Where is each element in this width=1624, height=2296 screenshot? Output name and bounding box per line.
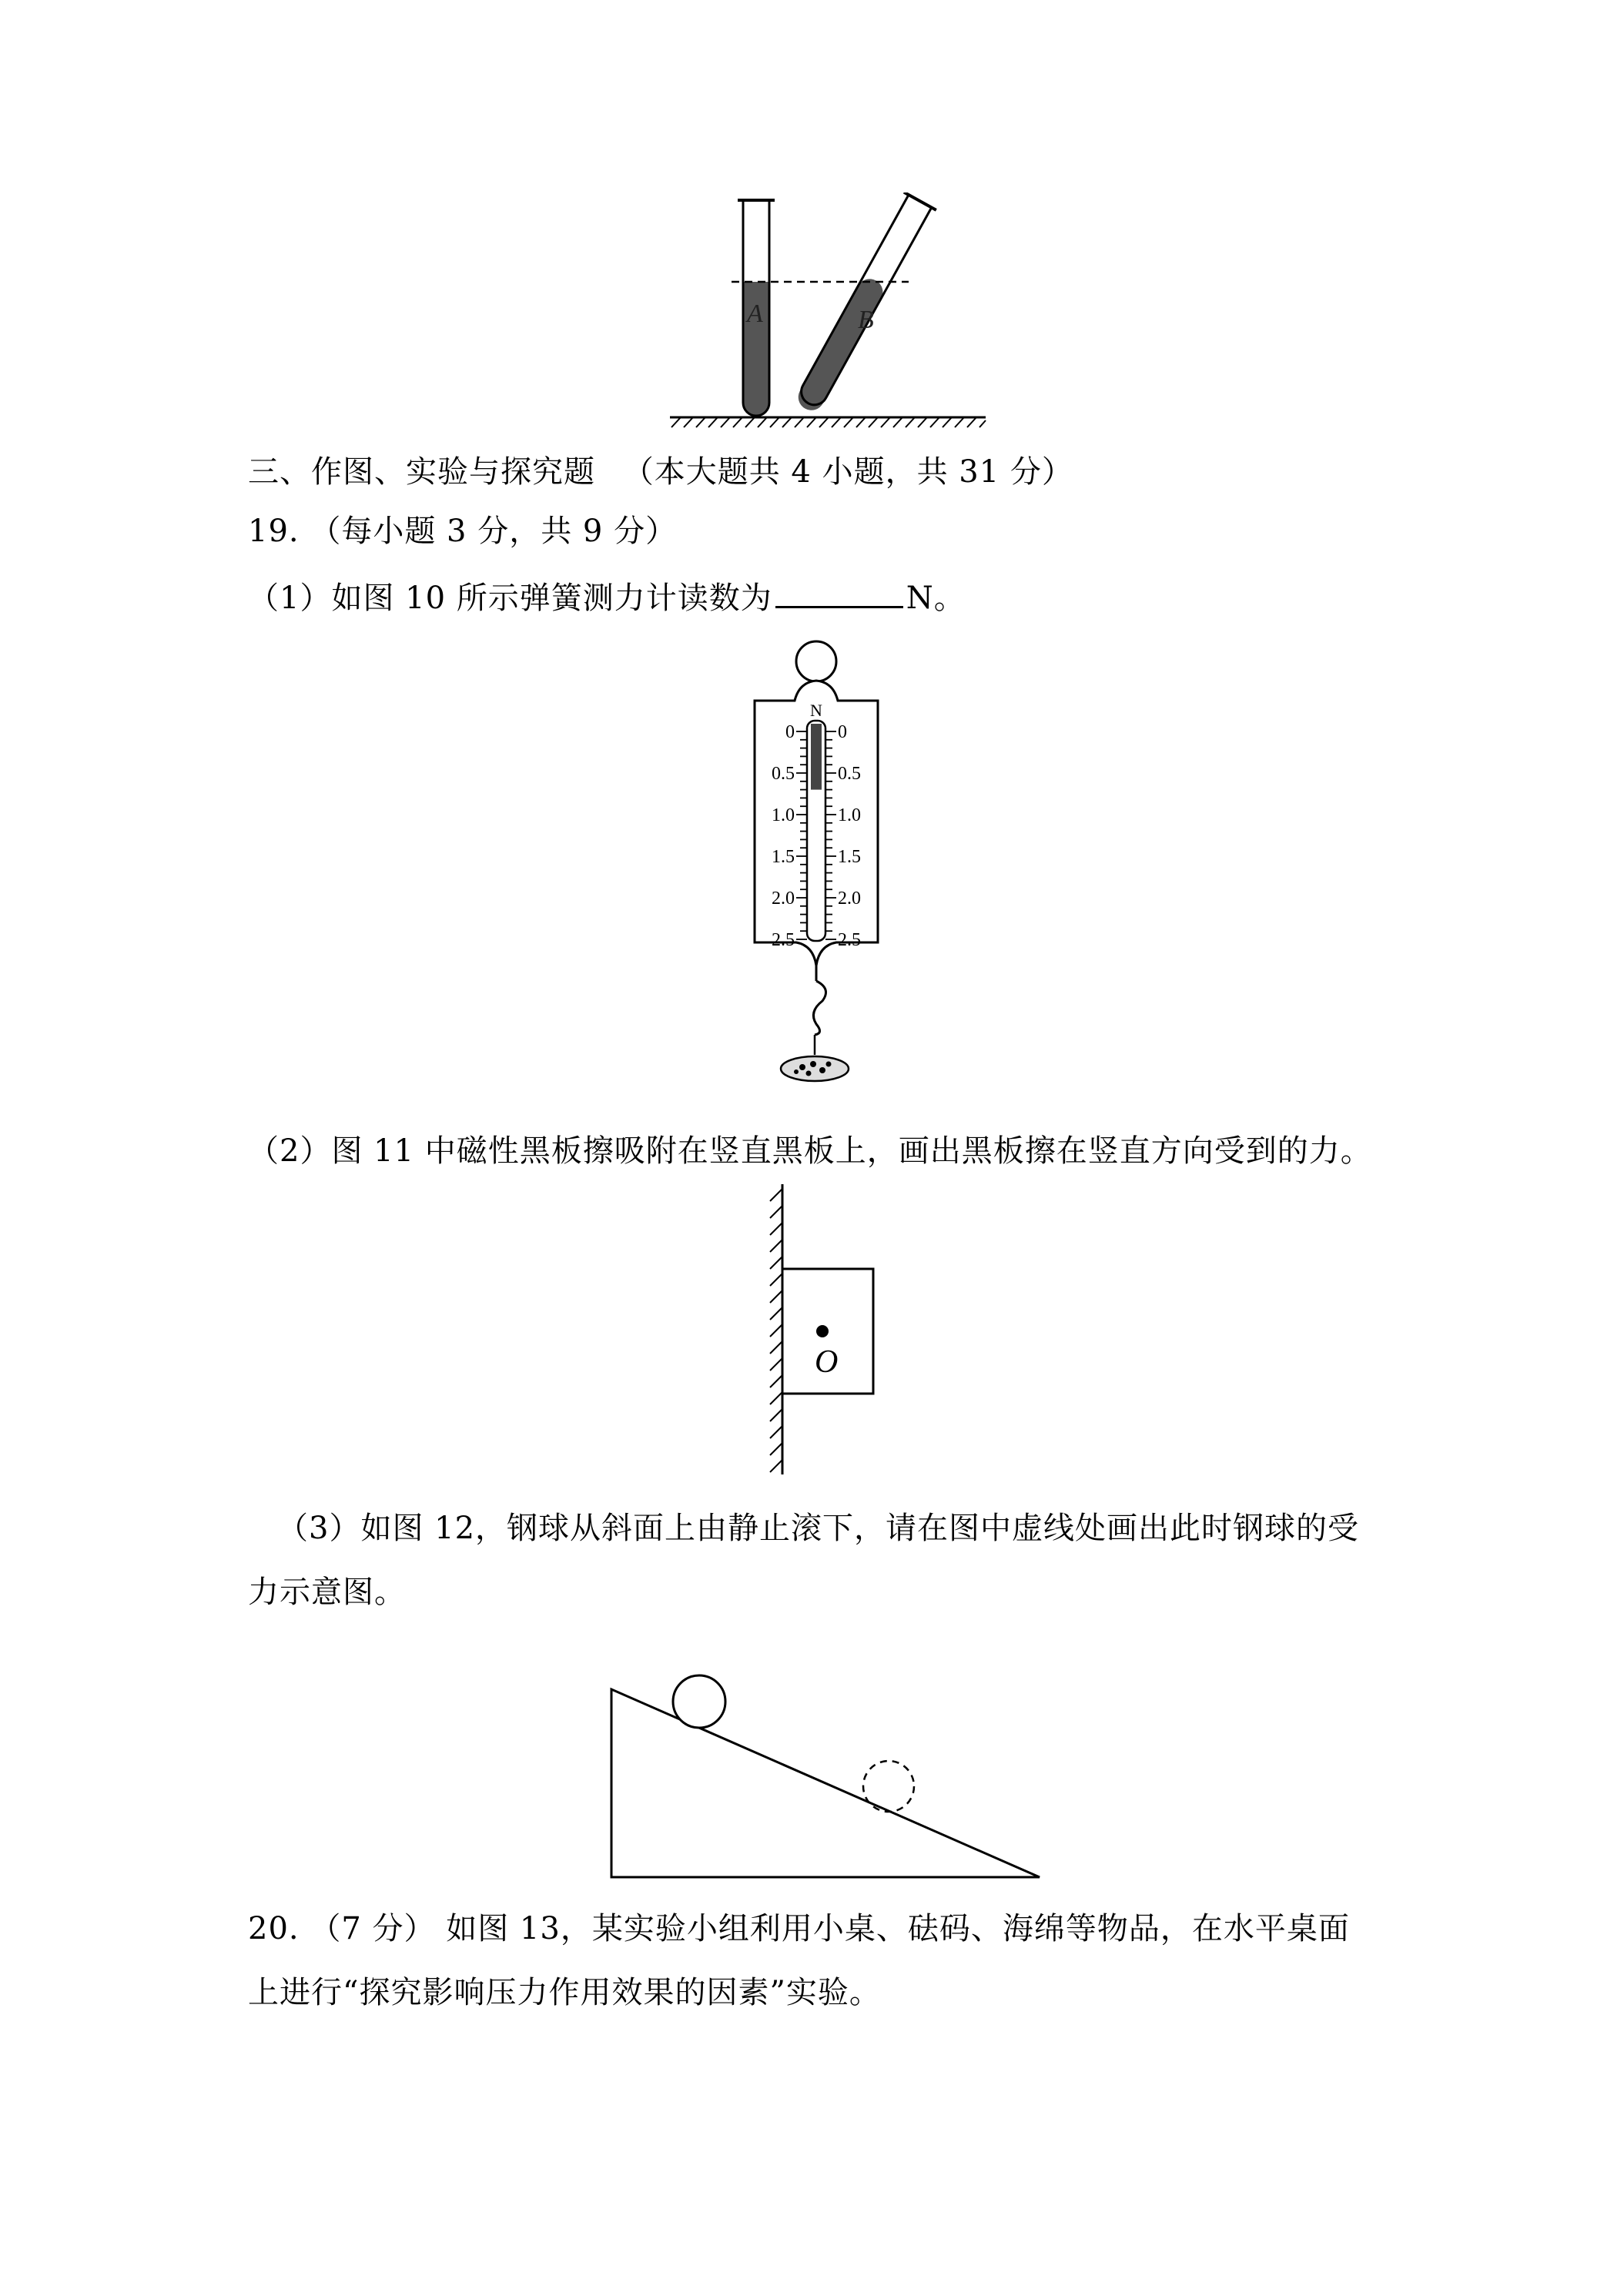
scale-tick-label-left: 2.5 xyxy=(772,930,795,950)
test-tubes-figure xyxy=(655,192,1009,439)
incline-figure xyxy=(601,1663,1047,1886)
section-3-note: （本大题共 4 小题，共 31 分） xyxy=(622,454,1073,490)
scale-tick-label-right: 0 xyxy=(838,722,847,742)
q19-part3-line1: （3）如图 12，钢球从斜面上由静止滚下，请在图中虚线处画出此时钢球的受 xyxy=(277,1511,1360,1546)
scale-tick-label-right: 1.5 xyxy=(838,847,861,867)
test-tube-a xyxy=(738,200,775,420)
q19-header: 19. （每小题 3 分，共 9 分） xyxy=(248,514,678,549)
test-tube-a-label: A xyxy=(747,300,763,328)
eraser-point-label: O xyxy=(815,1344,839,1380)
section-3-heading-line xyxy=(248,450,1073,494)
q19-part1 xyxy=(248,575,966,620)
scale-tick-label-left: 1.0 xyxy=(772,805,795,825)
q19-part2: （2）图 11 中磁性黑板擦吸附在竖直黑板上，画出黑板擦在竖直方向受到的力。 xyxy=(248,1133,1372,1169)
test-tube-b-label: B xyxy=(858,306,874,334)
scale-tick-label-right: 2.0 xyxy=(838,889,861,909)
q19-part1-unit: N。 xyxy=(906,581,966,616)
scale-tick-label-left: 2.0 xyxy=(772,889,795,909)
spring-scale-ring xyxy=(796,641,836,681)
steel-ball xyxy=(673,1675,725,1728)
spring-scale-figure xyxy=(739,633,893,1103)
test-tube-b xyxy=(789,192,936,417)
eraser-center-point xyxy=(816,1325,829,1337)
q20-line1: 20. （7 分） 如图 13，某实验小组利用小桌、砝码、海绵等物品，在水平桌面 xyxy=(248,1911,1350,1946)
blackboard-figure xyxy=(747,1178,886,1478)
scale-tick-label-left: 1.5 xyxy=(772,847,795,867)
scale-tick-label-right: 1.0 xyxy=(838,805,861,825)
section-3-heading: 三、作图、实验与探究题 xyxy=(248,454,595,490)
hanging-weight xyxy=(781,1056,849,1081)
q19-part1-text: （1）如图 10 所示弹簧测力计读数为 xyxy=(248,581,772,616)
q20-line2: 上进行“探究影响压力作用效果的因素”实验。 xyxy=(248,1975,881,2010)
scale-tick-label-left: 0.5 xyxy=(772,764,795,784)
wall-hatch xyxy=(770,1189,782,1472)
test-tube-b-liquid xyxy=(794,274,888,415)
q19-part3-line2: 力示意图。 xyxy=(248,1575,406,1610)
inclined-plane xyxy=(611,1689,1040,1877)
scale-tick-label-right: 0.5 xyxy=(838,764,861,784)
spring-scale-unit: N xyxy=(810,701,822,720)
answer-blank[interactable] xyxy=(775,575,903,608)
scale-tick-label-right: 2.5 xyxy=(838,930,861,950)
spring-scale-indicator xyxy=(811,724,822,790)
ground-hatch xyxy=(671,417,986,427)
spring-scale-hook xyxy=(813,981,825,1035)
scale-tick-label-left: 0 xyxy=(785,722,795,742)
